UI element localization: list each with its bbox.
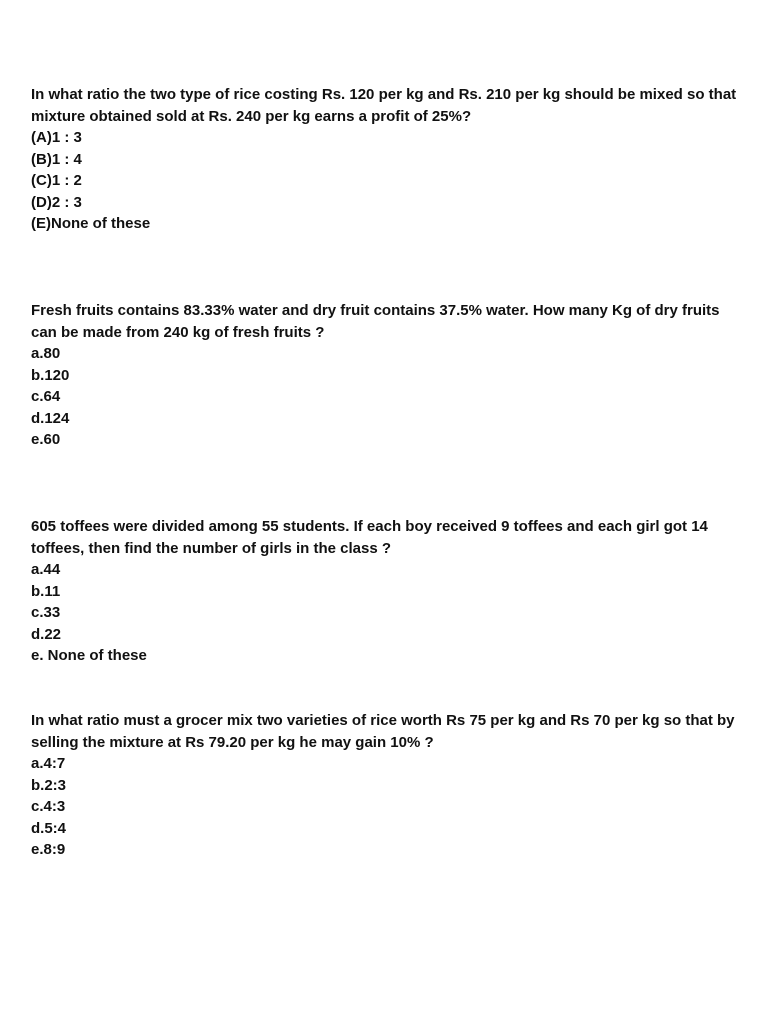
- question-text: In what ratio must a grocer mix two varieties of rice worth Rs 75 per kg and Rs 70 per kg so that by selling the mixture at Rs 79.20 per kg he may gain 10% ?: [31, 712, 735, 751]
- option-list: [31, 559, 747, 667]
- option-a: a.44: [31, 561, 61, 578]
- option-c: c.4:3: [31, 798, 66, 815]
- question-text: Fresh fruits contains 83.33% water and dry fruit contains 37.5% water. How many Kg of dry fruits can be made from 240 kg of fresh fruits ?: [31, 302, 720, 341]
- question-3: [31, 516, 747, 667]
- option-list: [31, 343, 747, 451]
- option-c: c.64: [31, 388, 61, 405]
- question-text: 605 toffees were divided among 55 students. If each boy received 9 toffees and each girl got 14 toffees, then find the number of girls in the class ?: [31, 518, 708, 557]
- option-c: (C)1 : 2: [31, 172, 82, 189]
- option-e: e.60: [31, 431, 61, 448]
- option-e: (E)None of these: [31, 215, 151, 232]
- option-b: (B)1 : 4: [31, 150, 82, 168]
- question-text: In what ratio the two type of rice costing Rs. 120 per kg and Rs. 210 per kg should be mixed so that mixture obtained sold at Rs. 240 per kg earns a profit of 25%?: [31, 86, 737, 125]
- option-b: b.11: [31, 582, 61, 600]
- option-e: e.8:9: [31, 841, 66, 858]
- option-d: d.124: [31, 409, 70, 427]
- question-1: [31, 84, 747, 235]
- question-2: [31, 300, 747, 451]
- option-d: d.5:4: [31, 819, 67, 837]
- question-4: [31, 710, 747, 861]
- option-d: (D)2 : 3: [31, 193, 82, 211]
- option-e: e. None of these: [31, 647, 147, 664]
- option-a: a.4:7: [31, 755, 66, 772]
- option-d: d.22: [31, 625, 62, 643]
- option-a: (A)1 : 3: [31, 129, 82, 146]
- option-a: a.80: [31, 345, 61, 362]
- option-c: c.33: [31, 604, 61, 621]
- option-list: [31, 127, 747, 235]
- option-b: b.2:3: [31, 776, 67, 794]
- option-list: [31, 753, 747, 861]
- option-b: b.120: [31, 366, 70, 384]
